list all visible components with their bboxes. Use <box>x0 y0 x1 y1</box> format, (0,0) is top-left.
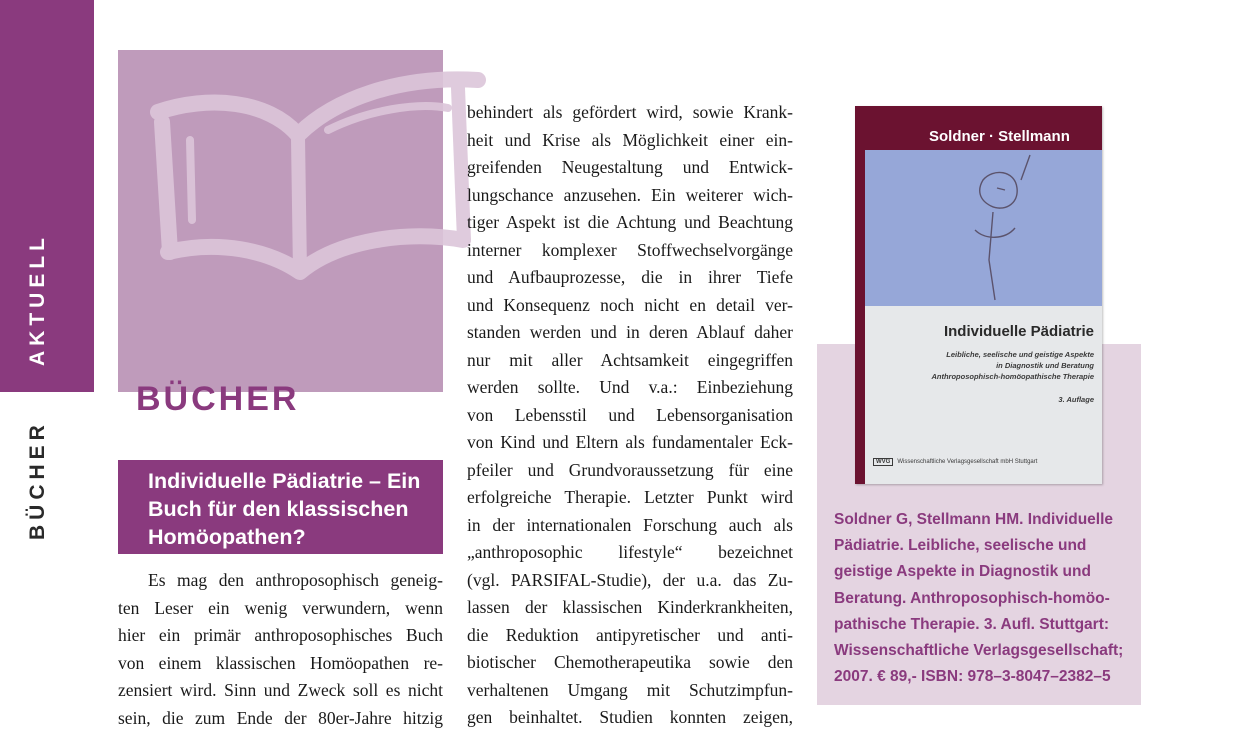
reference-line: Pädiatrie. Leibliche, seelische und <box>834 537 1087 555</box>
cover-artwork <box>865 150 1102 306</box>
reference-line: pathische Therapie. 3. Aufl. Stuttgart: <box>834 615 1110 633</box>
body-column-left <box>118 567 443 732</box>
book-cover <box>855 106 1102 484</box>
text-line: nur mit aller Achtsamkeit eingegriffen <box>467 349 793 370</box>
text-line: pfeiler und Grundvoraussetzung für eine <box>467 459 793 480</box>
publisher-logo: WVG <box>873 458 893 466</box>
text-line: tiger Aspekt ist die Achtung und Beachtung <box>467 212 793 232</box>
text-line: heit und Krise als Möglichkeit einer ein- <box>467 129 793 150</box>
cover-subtitle-line: Leibliche, seelische und geistige Aspekte <box>946 350 1094 359</box>
reference-line: Wissenschaftliche Verlagsgesellschaft; <box>834 641 1124 659</box>
cover-subtitle-line: in Diagnostik und Beratung <box>996 361 1094 370</box>
book-icon <box>118 40 498 290</box>
text-line: lungschance anzusehen. Ein weiterer wich- <box>467 184 793 205</box>
cover-edition: 3. Auflage <box>1058 395 1094 404</box>
reference-line: Soldner G, Stellmann HM. Individuelle <box>834 511 1114 528</box>
text-line: sein, die zum Ende der 80er-Jahre hitzig <box>118 707 443 728</box>
text-line: von einem klassischen Homöopathen re- <box>118 652 443 673</box>
article-title-box <box>118 460 443 554</box>
title-line: Individuelle Pädiatrie – Ein <box>148 469 421 493</box>
text-line: „anthroposophic lifestyle“ bezeichnet <box>467 542 793 562</box>
cover-publisher <box>873 458 1037 466</box>
text-line: standen werden und in deren Ablauf daher <box>467 322 793 342</box>
title-line: Buch für den klassischen <box>148 497 409 521</box>
cover-title: Individuelle Pädiatrie <box>943 323 1094 340</box>
text-line: und Konsequenz noch nicht en detail ver- <box>467 294 793 315</box>
text-line: greifenden Neugestaltung und Entwick- <box>467 157 793 177</box>
text-line: in der internationalen Forschung auch als <box>467 514 793 535</box>
text-line: die Reduktion antipyretischer und anti- <box>467 624 793 645</box>
text-line: und Aufbauprozesse, die in ihrer Tiefe <box>467 267 793 287</box>
publisher-name: Wissenschaftliche Verlagsgesellschaft mbH Stuttgart <box>897 459 1038 465</box>
title-line: Homöopathen? <box>148 525 306 549</box>
reference-line: geistige Aspekte in Diagnostik und <box>834 563 1091 581</box>
text-line: behindert als gefördert wird, sowie Krank- <box>467 102 793 122</box>
section-label: AKTUELL <box>26 233 49 366</box>
text-line: zensiert wird. Sinn und Zweck soll es nicht <box>118 680 443 700</box>
article-title <box>148 467 431 551</box>
text-line: Es mag den anthroposophisch geneig- <box>148 570 443 590</box>
body-column-middle <box>467 99 793 732</box>
book-reference <box>834 507 1134 690</box>
text-line: von Kind und Eltern als fundamentaler Eck- <box>467 432 793 452</box>
text-line: interner komplexer Stoffwechselvorgänge <box>467 239 793 260</box>
cover-subtitle <box>865 349 1094 382</box>
header-box <box>118 50 443 418</box>
cover-subtitle-line: Anthroposophisch-homöopathische Therapie <box>931 372 1094 381</box>
cover-authors: Soldner · Stellmann <box>929 128 1070 145</box>
text-line: werden sollte. Und v.a.: Einbeziehung <box>467 377 793 397</box>
category-label: BÜCHER <box>26 420 49 540</box>
text-line: ten Leser ein wenig verwundern, wenn <box>118 597 443 618</box>
cover-drawing <box>865 150 1102 306</box>
reference-line: 2007. € 89,- ISBN: 978–3-8047–2382–5 <box>834 668 1111 686</box>
text-line: biotischer Chemotherapeutika sowie den <box>467 652 793 672</box>
page-title: BÜCHER <box>136 380 300 418</box>
text-line: verhaltenen Umgang mit Schutzimpfun- <box>467 679 793 700</box>
reference-line: Beratung. Anthroposophisch-homöo- <box>834 589 1110 607</box>
text-line: lassen der klassischen Kinderkrankheiten, <box>467 597 793 617</box>
text-line: (vgl. PARSIFAL-Studie), der u.a. das Zu- <box>467 569 793 590</box>
text-line: gen beinhaltet. Studien konnten zeigen, <box>467 707 793 727</box>
text-line: erfolgreiche Therapie. Letzter Punkt wird <box>467 487 793 507</box>
text-line: von Lebensstil und Lebensorganisation <box>467 404 793 425</box>
text-line: hier ein primär anthroposophisches Buch <box>118 625 443 645</box>
